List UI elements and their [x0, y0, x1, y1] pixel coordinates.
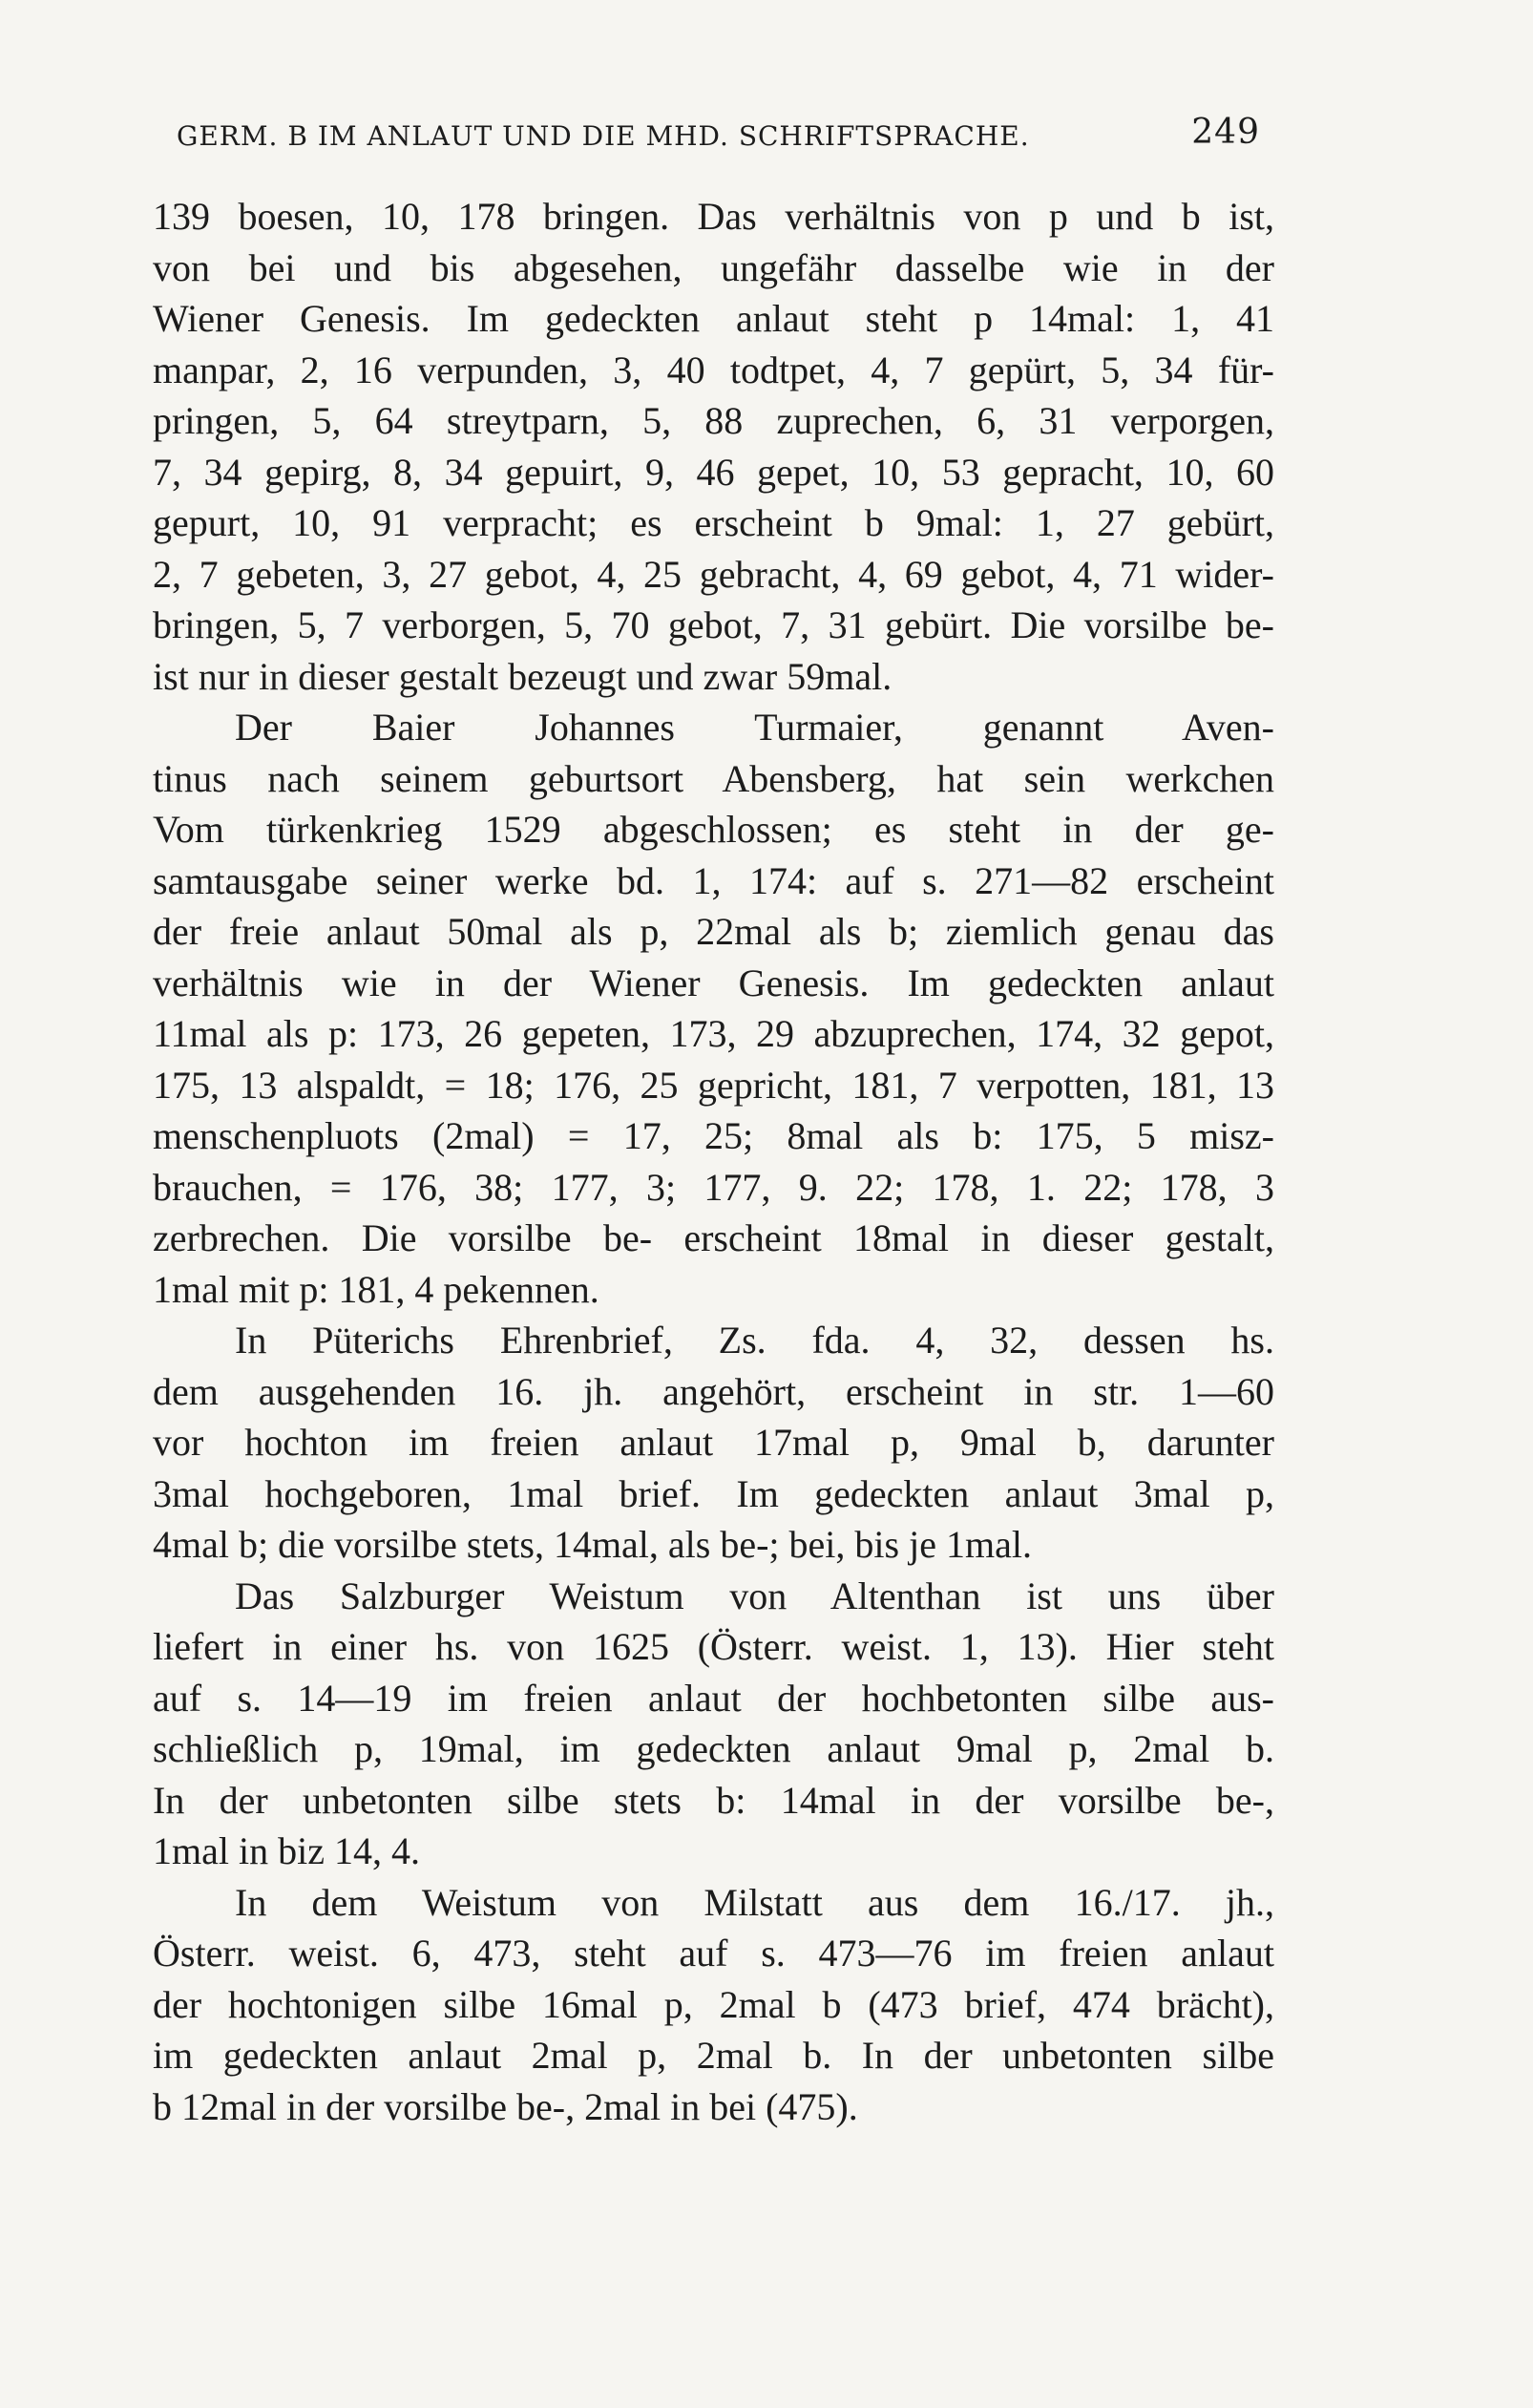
- text-line: pringen, 5, 64 streytparn, 5, 88 zuprechen, 6, 31 verporgen,: [153, 399, 1274, 442]
- text-line: im gedeckten anlaut 2mal p, 2mal b. In der unbetonten silbe: [153, 2034, 1274, 2077]
- text-line: manpar, 2, 16 verpunden, 3, 40 todtpet, 4, 7 gepürt, 5, 34 für-: [153, 348, 1274, 391]
- page-number: 249: [1191, 113, 1260, 152]
- text-line: ist nur in dieser gestalt bezeugt und zwar 59mal.: [153, 654, 892, 698]
- text-line: vor hochton im freien anlaut 17mal p, 9mal b, darunter: [153, 1421, 1274, 1464]
- paragraph: [153, 1315, 1274, 1571]
- paragraph: [153, 191, 1274, 702]
- text-line: bringen, 5, 7 verborgen, 5, 70 gebot, 7, 31 gebürt. Die vorsilbe be-: [153, 603, 1274, 646]
- text-line: 1mal mit p: 181, 4 pekennen.: [153, 1267, 599, 1311]
- running-header: [177, 103, 1260, 160]
- text-line: 3mal hochgeboren, 1mal brief. Im gedeckten anlaut 3mal p,: [153, 1471, 1274, 1515]
- text-line: 175, 13 alspaldt, = 18; 176, 25 gepricht, 181, 7 verpotten, 181, 13: [153, 1063, 1274, 1107]
- text-line: 1mal in biz 14, 4.: [153, 1829, 420, 1872]
- text-line: b 12mal in der vorsilbe be-, 2mal in bei (475).: [153, 2084, 858, 2128]
- text-line: schließlich p, 19mal, im gedeckten anlaut 9mal p, 2mal b.: [153, 1727, 1274, 1770]
- text-line: brauchen, = 176, 38; 177, 3; 177, 9. 22; 178, 1. 22; 178, 3: [153, 1165, 1274, 1209]
- text-line: 7, 34 gepirg, 8, 34 gepuirt, 9, 46 gepet, 10, 53 gepracht, 10, 60: [153, 450, 1274, 494]
- text-line: der freie anlaut 50mal als p, 22mal als b; ziemlich genau das: [153, 910, 1274, 953]
- text-line: 2, 7 gebeten, 3, 27 gebot, 4, 25 gebracht, 4, 69 gebot, 4, 71 wider-: [153, 552, 1274, 596]
- text-line: Österr. weist. 6, 473, steht auf s. 473—76 im freien anlaut: [153, 1932, 1274, 1975]
- text-line: In der unbetonten silbe stets b: 14mal in der vorsilbe be-,: [153, 1778, 1274, 1822]
- text-line: liefert in einer hs. von 1625 (Österr. weist. 1, 13). Hier steht: [153, 1625, 1274, 1668]
- text-line: von bei und bis abgesehen, ungefähr dasselbe wie in der: [153, 245, 1274, 289]
- text-line: Das Salzburger Weistum von Altenthan ist uns über: [235, 1574, 1274, 1617]
- text-line: Der Baier Johannes Turmaier, genannt Aven-: [235, 706, 1274, 749]
- body-text: [153, 191, 1274, 2132]
- text-line: 11mal als p: 173, 26 gepeten, 173, 29 abzuprechen, 174, 32 gepot,: [153, 1012, 1274, 1055]
- text-line: gepurt, 10, 91 verpracht; es erscheint b 9mal: 1, 27 gebürt,: [153, 501, 1274, 544]
- text-line: der hochtonigen silbe 16mal p, 2mal b (473 brief, 474 brächt),: [153, 1982, 1274, 2026]
- text-line: zerbrechen. Die vorsilbe be- erscheint 18mal in dieser gestalt,: [153, 1216, 1274, 1259]
- text-line: In Püterichs Ehrenbrief, Zs. fda. 4, 32, dessen hs.: [235, 1319, 1274, 1362]
- paragraph: [153, 1877, 1274, 2133]
- text-line: 4mal b; die vorsilbe stets, 14mal, als be-; bei, bis je 1mal.: [153, 1523, 1032, 1566]
- text-line: tinus nach seinem geburtsort Abensberg, hat sein werkchen: [153, 756, 1274, 800]
- text-line: menschenpluots (2mal) = 17, 25; 8mal als b: 175, 5 misz-: [153, 1114, 1274, 1157]
- text-line: samtausgabe seiner werke bd. 1, 174: auf s. 271—82 erscheint: [153, 858, 1274, 902]
- header-title: GERM. B IM ANLAUT UND DIE MHD. SCHRIFTSPRACHE.: [177, 120, 1030, 152]
- text-line: dem ausgehenden 16. jh. angehört, erscheint in str. 1—60: [153, 1369, 1274, 1413]
- text-line: Wiener Genesis. Im gedeckten anlaut steht p 14mal: 1, 41: [153, 297, 1274, 340]
- text-line: Vom türkenkrieg 1529 abgeschlossen; es steht in der ge-: [153, 808, 1274, 851]
- paragraph: [153, 1571, 1274, 1877]
- text-line: In dem Weistum von Milstatt aus dem 16./17. jh.,: [235, 1880, 1274, 1924]
- text-line: auf s. 14—19 im freien anlaut der hochbetonten silbe aus-: [153, 1676, 1274, 1720]
- text-line: 139 boesen, 10, 178 bringen. Das verhältnis von p und b ist,: [153, 195, 1274, 238]
- paragraph: [153, 702, 1274, 1315]
- text-line: verhältnis wie in der Wiener Genesis. Im gedeckten anlaut: [153, 961, 1274, 1004]
